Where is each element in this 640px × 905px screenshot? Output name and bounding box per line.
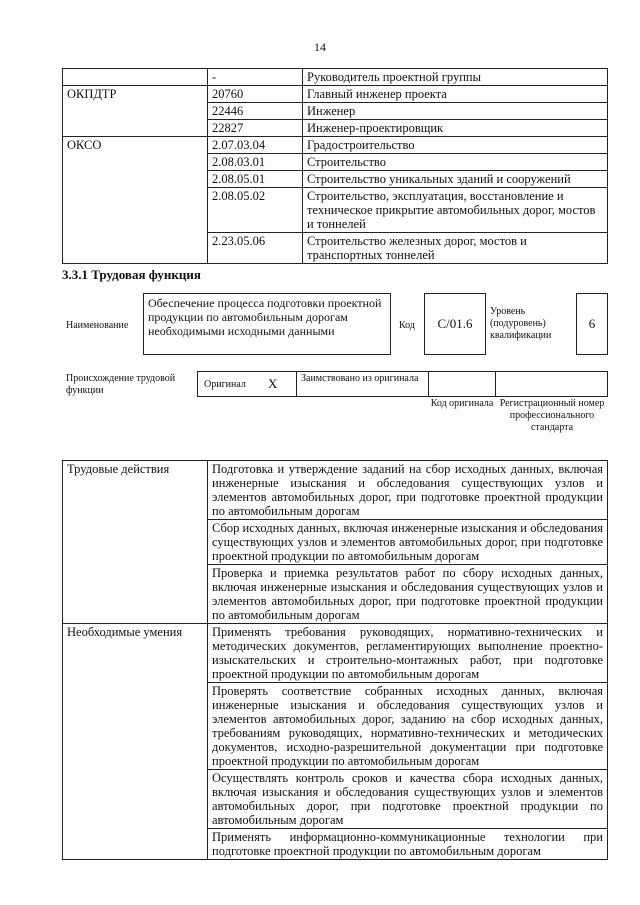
code-value: 22827 — [208, 120, 303, 137]
action-item: Подготовка и утверждение заданий на сбор исходных данных, включая инженерные изыскания и обследования существующих узлов и элементов автомобильных дорог, при подготовке проектной продукции по автомобильным дорогам — [208, 461, 608, 520]
skill-item: Осуществлять контроль сроков и качества сбора исходных данных, включая изыскания и обследования существующих узлов и элементов автомобильных дорог, при подготовке проектной продукции по автомобильным дорогам — [208, 770, 608, 829]
borrowed-cell — [296, 371, 429, 397]
code-value: 20760 — [208, 86, 303, 103]
code-name: Строительство уникальных зданий и сооружений — [303, 171, 608, 188]
code-name: Руководитель проектной группы — [303, 69, 608, 86]
skills-label: Необходимые умения — [63, 624, 208, 683]
code-system-label — [63, 233, 208, 264]
section-title: 3.3.1 Трудовая функция — [62, 267, 201, 282]
codes-row — [63, 86, 608, 103]
function-code: C/01.6 — [424, 293, 486, 355]
reg-number-caption: Регистрационный номер профессионального стандарта — [499, 398, 605, 433]
main-row — [63, 683, 608, 770]
code-system-label — [63, 171, 208, 188]
original-mark: X — [268, 376, 278, 391]
original-label: Оригинал — [204, 379, 246, 390]
action-item: Сбор исходных данных, включая инженерные изыскания и обследования существующих узлов и элементов автомобильных дорог, при подготовке проектной продукции по автомобильным дорогам — [208, 520, 608, 565]
code-value: 2.23.05.06 — [208, 233, 303, 264]
skills-label — [63, 829, 208, 860]
reg-number-cell — [495, 371, 608, 397]
function-level: 6 — [576, 293, 608, 355]
codes-row — [63, 120, 608, 137]
code-original-caption: Код оригинала — [430, 398, 494, 409]
skill-item: Применять требования руководящих, нормативно-технических и методических документов, регламентирующих выполнение проектно-изыскательских и строительно-монтажных работ, при подготовке проектной продукции по автомобильным дорогам — [208, 624, 608, 683]
actions-label — [63, 520, 208, 565]
main-row — [63, 565, 608, 624]
actions-label: Трудовые действия — [63, 461, 208, 520]
main-table — [62, 460, 608, 860]
codes-row — [63, 103, 608, 120]
skills-label — [63, 683, 208, 770]
code-name: Градостроительство — [303, 137, 608, 154]
code-name: Строительство, эксплуатация, восстановление и техническое прикрытие автомобильных дорог, мостов и тоннелей — [303, 188, 608, 233]
code-system-label — [63, 188, 208, 233]
main-row — [63, 624, 608, 683]
function-name: Обеспечение процесса подготовки проектной продукции по автомобильным дорогам необходимыми исходными данными — [143, 293, 391, 355]
codes-table — [62, 68, 608, 264]
code-name: Главный инженер проекта — [303, 86, 608, 103]
codes-row — [63, 154, 608, 171]
main-row — [63, 520, 608, 565]
origin-label: Происхождение трудовой функции — [66, 373, 176, 396]
code-value: - — [208, 69, 303, 86]
name-label: Наименование — [66, 320, 129, 331]
code-system-label: ОКСО — [63, 137, 208, 154]
code-label: Код — [399, 320, 415, 331]
codes-row — [63, 233, 608, 264]
skill-item: Проверять соответствие собранных исходных данных, включая инженерные изыскания и обследования существующих узлов и элементов автомобильных дорог, заданию на сбор исходных данных, требованиям руководящих, нормативно-технических и методических документов, исходно-разрешительной документации при подготовке проектной продукции по автомобильным дорогам — [208, 683, 608, 770]
code-system-label — [63, 154, 208, 171]
page-number: 14 — [314, 40, 326, 54]
code-value: 2.08.05.01 — [208, 171, 303, 188]
code-original-cell — [428, 371, 496, 397]
borrowed-label: Заимствовано из оригинала — [301, 373, 419, 384]
main-row — [63, 461, 608, 520]
codes-row — [63, 171, 608, 188]
code-system-label — [63, 120, 208, 137]
code-name: Строительство железных дорог, мостов и транспортных тоннелей — [303, 233, 608, 264]
code-name: Строительство — [303, 154, 608, 171]
level-label: Уровень (подуровень) квалификации — [490, 306, 552, 341]
code-name: Инженер — [303, 103, 608, 120]
code-value: 2.08.03.01 — [208, 154, 303, 171]
main-row — [63, 829, 608, 860]
code-system-label: ОКПДТР — [63, 86, 208, 103]
codes-row — [63, 69, 608, 86]
skill-item: Применять информационно-коммуникационные технологии при подготовке проектной продукции по автомобильным дорогам — [208, 829, 608, 860]
code-value: 2.07.03.04 — [208, 137, 303, 154]
codes-row — [63, 188, 608, 233]
code-system-label — [63, 69, 208, 86]
original-cell — [197, 371, 297, 397]
skills-label — [63, 770, 208, 829]
main-row — [63, 770, 608, 829]
actions-label — [63, 565, 208, 624]
code-name: Инженер-проектировщик — [303, 120, 608, 137]
codes-row — [63, 137, 608, 154]
action-item: Проверка и приемка результатов работ по сбору исходных данных, включая инженерные изыскания и обследования существующих узлов и элементов автомобильных дорог, при подготовке проектной продукции по автомобильным дорогам — [208, 565, 608, 624]
code-value: 2.08.05.02 — [208, 188, 303, 233]
code-system-label — [63, 103, 208, 120]
code-value: 22446 — [208, 103, 303, 120]
